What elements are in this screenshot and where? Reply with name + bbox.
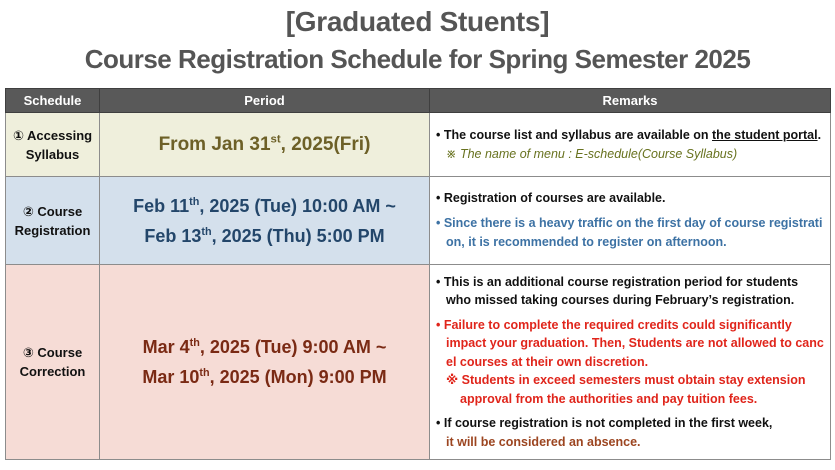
period-text: , 2025 (Thu) 5:00 PM	[211, 225, 385, 246]
period-line	[100, 221, 429, 251]
student-portal-link[interactable]: the student portal	[712, 127, 818, 142]
page-subtitle: Course Registration Schedule for Spring Semester 2025	[84, 44, 751, 74]
menu-note: ※ The name of menu : E-schedule(Course Syllabus)	[446, 146, 738, 161]
remark-bullet: • If course registration is not completed in the first week,	[436, 416, 773, 431]
remarks-cell	[430, 265, 831, 460]
period-text: From Jan 31	[158, 133, 271, 155]
remark-continuation: impact your graduation. Then, Students are not allowed to canc	[446, 336, 824, 351]
schedule-cell	[6, 177, 100, 265]
table-row	[6, 265, 831, 460]
page-title: [Graduated Stuents]	[285, 6, 550, 37]
period-text: , 2025(Fri)	[280, 133, 371, 155]
header-period: Period	[100, 89, 430, 113]
period-ordinal: th	[189, 337, 200, 349]
remark-bullet: • Registration of courses are available.	[436, 191, 666, 205]
period-text: Mar 4	[142, 337, 190, 357]
extension-note: ※ Students in exceed semesters must obtain stay extension	[446, 373, 806, 388]
schedule-label: ③ Course	[22, 345, 83, 360]
period-ordinal: th	[189, 195, 200, 208]
header-remarks: Remarks	[430, 89, 831, 113]
period-text: Mar 10	[142, 367, 200, 387]
remarks-cell	[430, 177, 831, 265]
schedule-table	[5, 88, 831, 460]
period-text: , 2025 (Tue) 9:00 AM ~	[199, 337, 387, 357]
remark-continuation: el courses at their own discretion.	[446, 354, 649, 369]
remark-bullet: • Since there is a heavy traffic on the first day of course registrati	[436, 216, 823, 230]
period-cell	[100, 265, 430, 460]
extension-note-continuation: approval from the authorities and pay tuition fees.	[460, 391, 758, 406]
period-text: , 2025 (Tue) 10:00 AM ~	[199, 195, 396, 216]
remark-continuation: who missed taking courses during February’s registration.	[446, 293, 795, 308]
schedule-label: Registration	[14, 222, 91, 238]
period-line	[100, 362, 429, 392]
header-row	[6, 89, 831, 113]
remark-text: • The course list and syllabus are available on	[436, 127, 713, 142]
period-text: , 2025 (Mon) 9:00 PM	[209, 367, 387, 387]
table-row	[6, 113, 831, 177]
remark-continuation: on, it is recommended to register on afternoon.	[446, 235, 727, 249]
schedule-label: ② Course	[22, 203, 83, 219]
schedule-cell	[6, 265, 100, 460]
period-line	[100, 332, 429, 362]
remark-bullet	[436, 126, 824, 145]
period-cell	[100, 177, 430, 265]
schedule-label: ① Accessing	[12, 127, 93, 143]
period-cell	[100, 113, 430, 177]
period-text: Feb 13	[144, 225, 202, 246]
period-ordinal: th	[201, 225, 212, 238]
schedule-label: Syllabus	[25, 146, 80, 162]
absence-warning: it will be considered an absence.	[446, 434, 641, 449]
remark-bullet: • This is an additional course registration period for students	[436, 274, 799, 289]
period-ordinal: th	[199, 367, 210, 379]
schedule-cell	[6, 113, 100, 177]
header-schedule: Schedule	[6, 89, 100, 113]
remarks-cell	[430, 113, 831, 177]
table-row	[6, 177, 831, 265]
period-line	[100, 191, 429, 221]
remark-bullet: • Failure to complete the required credits could significantly	[436, 317, 792, 332]
remark-text: .	[817, 127, 822, 142]
schedule-label: Correction	[19, 364, 86, 379]
period-text: Feb 11	[133, 195, 190, 216]
period-ordinal: st	[270, 133, 281, 146]
